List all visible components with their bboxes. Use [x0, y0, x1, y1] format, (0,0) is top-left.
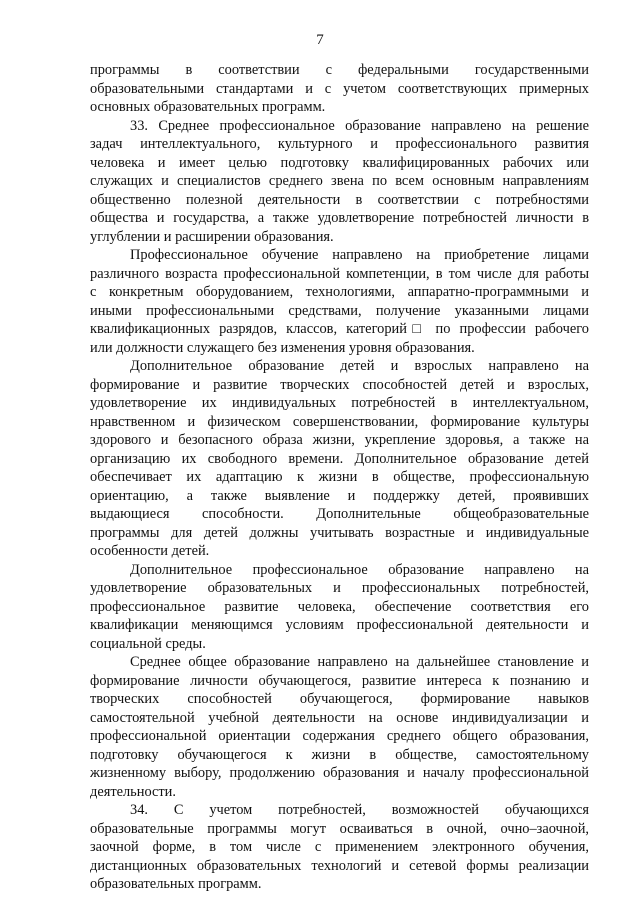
text-line: 34. С учетом потребностей, возможностей обучающихся — [130, 802, 589, 818]
text-line: формирование и развитие творческих способностей детей и взрослых, — [90, 376, 589, 393]
text-line: или должности служащего без изменения уровня образования. — [90, 339, 475, 356]
text-line: Профессиональное обучение направлено на приобретение лицами — [130, 247, 589, 263]
text-line: обеспечивает их адаптацию к жизни в обществе, профессиональную — [90, 469, 589, 485]
text-line: самостоятельной учебной деятельности на основе индивидуализации и — [90, 709, 589, 726]
text-line: задач интеллектуального, культурного и профессионального развития — [90, 136, 589, 152]
text-line: организацию их свободного времени. Дополнительное образование детей — [90, 450, 589, 467]
text-line: Дополнительное образование детей и взрослых направлено на — [130, 358, 589, 374]
text-line: жизненному выбору, продолжению образования и началу профессиональной — [90, 765, 589, 781]
text-line: ориентацию, а также выявление и поддержку детей, проявивших — [90, 487, 589, 504]
text-line: творческих способностей обучающегося, формирование навыков — [90, 691, 589, 707]
text-line: 33. Среднее профессиональное образование направлено на решение — [130, 117, 589, 134]
text-line: нравственном и физическом совершенствовании, формирование культуры — [90, 413, 589, 430]
text-line: профессиональной ориентации содержания среднего общего образования, — [90, 728, 589, 744]
text-line: квалификации меняющимся условиям профессиональной деятельности и — [90, 617, 589, 633]
text-line: образовательными стандартами и с учетом соответствующих примерных — [90, 80, 589, 97]
text-line: служащих и специалистов среднего звена по всем основным направлениям — [90, 173, 589, 189]
text-line: особенности детей. — [90, 543, 210, 559]
text-line: общественно полезной деятельности в соответствии с потребностями — [90, 191, 589, 208]
text-line: углублении и расширении образования. — [90, 228, 334, 245]
text-line: дистанционных образовательных технологий и сетевой формы реализации — [90, 857, 589, 874]
text-line: иными профессиональными средствами, получение указанными лицами — [90, 302, 589, 319]
text-line: подготовку обучающегося к жизни в обществе, самостоятельному — [90, 746, 589, 763]
text-line: основных образовательных программ. — [90, 99, 326, 115]
text-line: различного возраста профессиональной компетенции, в том числе для работы — [90, 265, 589, 282]
text-line: с конкретным оборудованием, технологиями, аппаратно-программными и — [90, 284, 589, 300]
text-line: социальной среды. — [90, 635, 206, 652]
text-line: образовательные программы могут осваиваться в очной, очно–заочной, — [90, 820, 589, 837]
text-line: квалификационных разрядов, классов, категорий□ по профессии рабочего — [90, 321, 589, 337]
text-line: программы для детей должны учитывать возрастные и индивидуальные — [90, 524, 589, 541]
page-number: 7 — [316, 32, 324, 48]
text-line: Дополнительное профессиональное образование направлено на — [130, 561, 589, 578]
text-line: образовательных программ. — [90, 876, 262, 892]
text-line: человека и имеет целью подготовку квалифицированных рабочих или — [90, 154, 589, 171]
text-line: заочной форме, в том числе с применением электронного обучения, — [90, 839, 589, 855]
text-line: деятельности. — [90, 783, 176, 800]
text-line: Среднее общее образование направлено на дальнейшее становление и — [130, 654, 589, 670]
text-line: профессиональное развитие человека, обеспечение соответствия его — [90, 598, 589, 615]
text-line: здорового и безопасного образа жизни, укрепление здоровья, а также на — [90, 432, 589, 448]
text-line: формирование личности обучающегося, развитие интереса к познанию и — [90, 672, 589, 689]
document-body — [90, 61, 589, 894]
text-line: удовлетворение образовательных и профессиональных потребностей, — [90, 580, 589, 596]
text-line: программы в соответствии с федеральными государственными — [90, 62, 589, 78]
text-line: удовлетворение их индивидуальных потребностей в интеллектуальном, — [90, 395, 589, 411]
text-line: общества и государства, а также удовлетворение потребностей личности в — [90, 210, 589, 226]
text-line: выдающиеся способности. Дополнительные общеобразовательные — [90, 506, 589, 522]
